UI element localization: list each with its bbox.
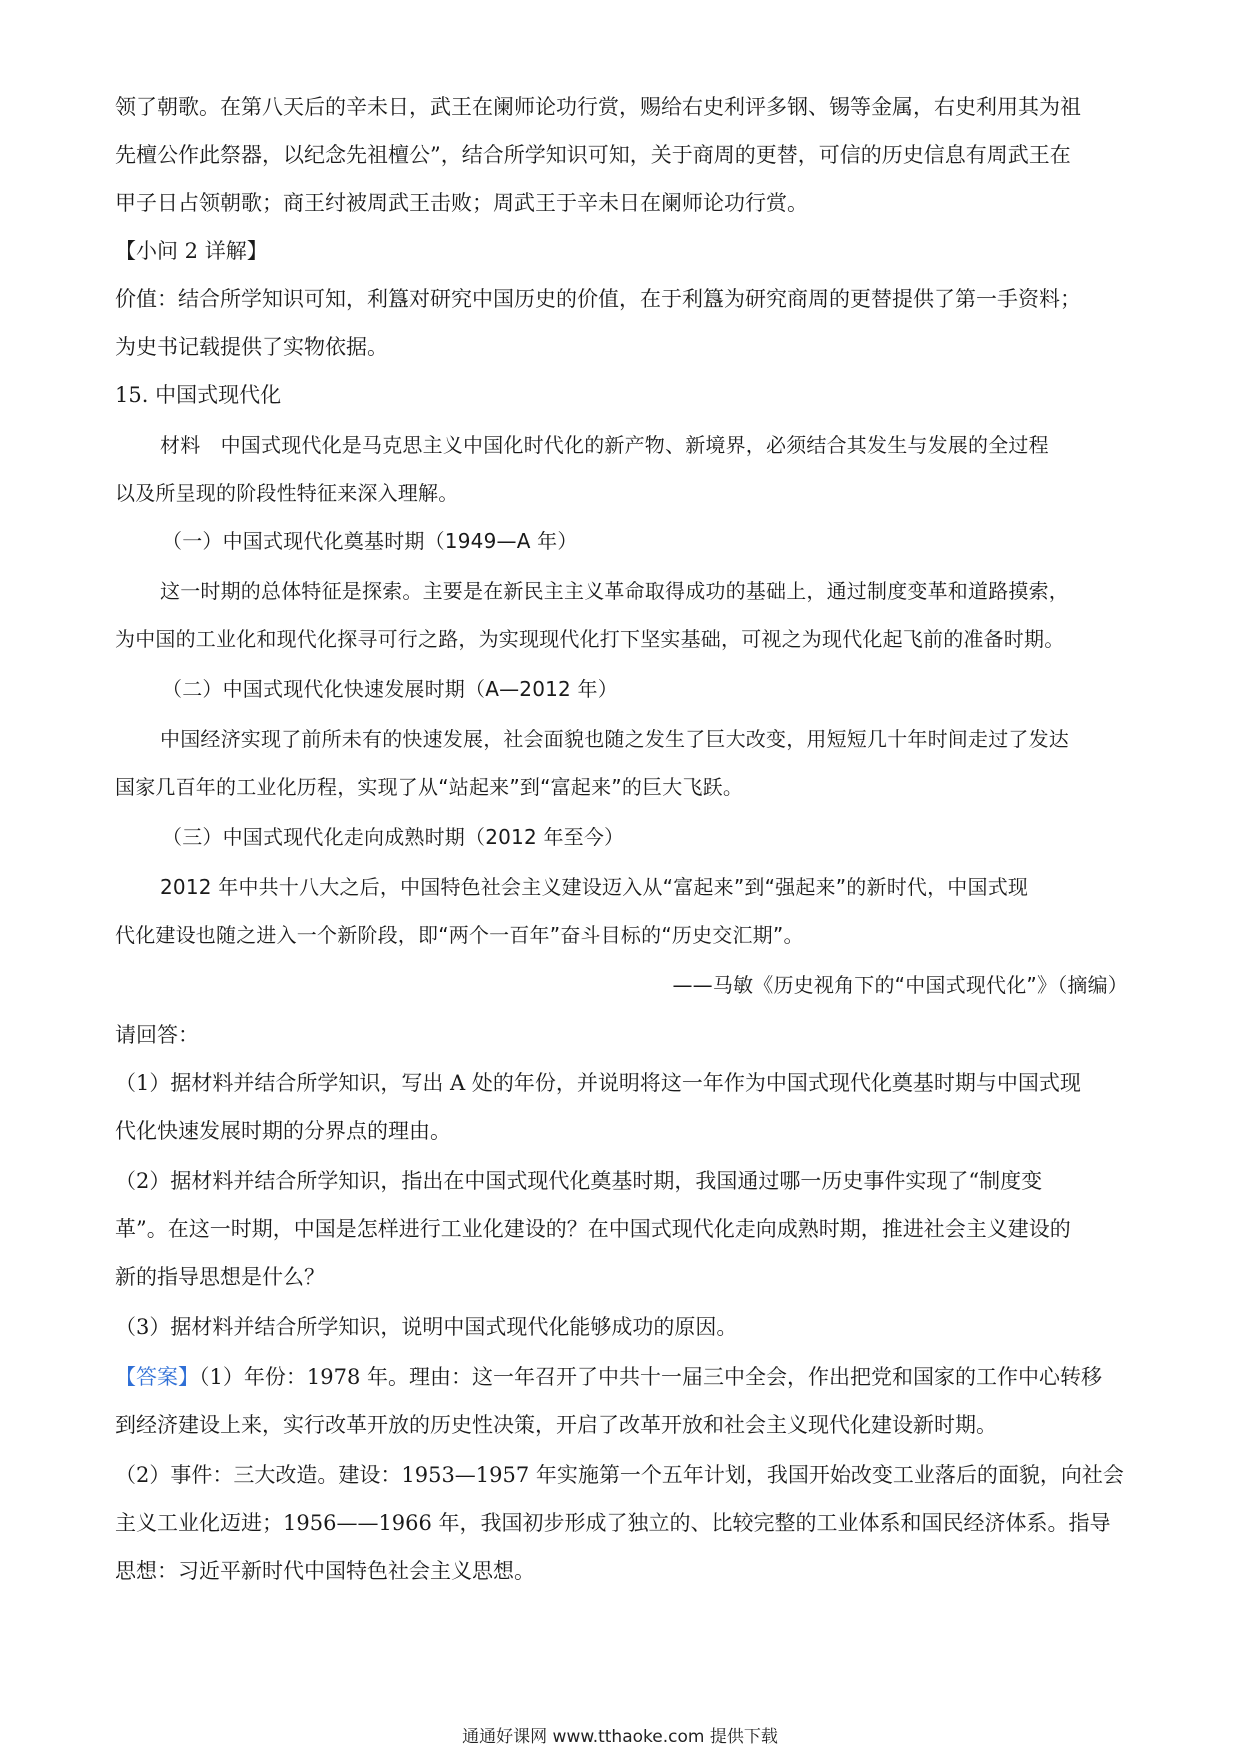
material-text: 2012 年中共十八大之后，中国特色社会主义建设迈入从“富起来”到“强起来”的新时代，中国式现 (160, 875, 1029, 899)
answer-1: 到经济建设上来，实行改革开放的历史性决策，开启了改革开放和社会主义现代化建设新时期。 (115, 1413, 997, 1437)
answer-tag: 【答案】 (115, 1365, 199, 1389)
answer-2: （2）事件：三大改造。建设：1953—1957 年实施第一个五年计划，我国开始改变工业落后的面貌，向社会 (115, 1463, 1124, 1487)
answer-text: （1）年份：1978 年。理由：这一年召开了中共十一届三中全会，作出把党和国家的工作中心转移 (199, 1365, 1102, 1389)
question-prompt: 请回答： (115, 1023, 199, 1047)
question-title: 15. 中国式现代化 (115, 383, 282, 407)
section-heading: 【小问 2 详解】 (115, 239, 268, 263)
material-text: 国家几百年的工业化历程，实现了从“站起来”到“富起来”的巨大飞跃。 (115, 775, 744, 799)
material-text: 中国经济实现了前所未有的快速发展，社会面貌也随之发生了巨大改变，用短短几十年时间走过了发达 (160, 727, 1069, 751)
answer-2: 主义工业化迈进；1956——1966 年，我国初步形成了独立的、比较完整的工业体系和国民经济体系。指导 (115, 1511, 1111, 1535)
question-1: （1）据材料并结合所学知识，写出 A 处的年份，并说明将这一年作为中国式现代化奠基时期与中国式现 (115, 1071, 1081, 1095)
material-text: 为中国的工业化和现代化探寻可行之路，为实现现代化打下坚实基础，可视之为现代化起飞前的准备时期。 (115, 627, 1065, 651)
page-footer: 通通好课网 www.tthaoke.com 提供下载 (462, 1727, 778, 1747)
material-intro: 材料 中国式现代化是马克思主义中国化时代化的新产物、新境界，必须结合其发生与发展的全过程 (160, 433, 1049, 457)
period-title: （二）中国式现代化快速发展时期（A—2012 年） (162, 677, 618, 701)
text-line: 为史书记载提供了实物依据。 (115, 335, 388, 359)
question-2: 新的指导思想是什么？ (115, 1265, 325, 1289)
question-2: 革”。在这一时期，中国是怎样进行工业化建设的？在中国式现代化走向成熟时期，推进社会主义建设的 (115, 1217, 1071, 1241)
material-source: ——马敏《历史视角下的“中国式现代化”》（摘编） (672, 973, 1128, 997)
answer-2: 思想：习近平新时代中国特色社会主义思想。 (115, 1559, 535, 1583)
text-line: 价值：结合所学知识可知，利簋对研究中国历史的价值，在于利簋为研究商周的更替提供了第一手资料； (115, 287, 1081, 311)
text-line: 甲子日占领朝歌；商王纣被周武王击败；周武王于辛未日在阑师论功行赏。 (115, 191, 808, 215)
material-text: 这一时期的总体特征是探索。主要是在新民主主义革命取得成功的基础上，通过制度变革和道路摸索， (160, 579, 1069, 603)
question-3: （3）据材料并结合所学知识，说明中国式现代化能够成功的原因。 (115, 1315, 738, 1339)
text-line: 领了朝歌。在第八天后的辛未日，武王在阑师论功行赏，赐给右史利评多钢、锡等金属，右史利用其为祖 (115, 95, 1081, 119)
material-text: 代化建设也随之进入一个新阶段，即“两个一百年”奋斗目标的“历史交汇期”。 (115, 923, 804, 947)
text-line: 先檀公作此祭器，以纪念先祖檀公”，结合所学知识可知，关于商周的更替，可信的历史信息有周武王在 (115, 143, 1071, 167)
period-title: （三）中国式现代化走向成熟时期（2012 年至今） (162, 825, 625, 849)
period-title: （一）中国式现代化奠基时期（1949—A 年） (162, 529, 578, 553)
question-1: 代化快速发展时期的分界点的理由。 (115, 1119, 451, 1143)
answer-1 (115, 1362, 1125, 1392)
material-intro: 以及所呈现的阶段性特征来深入理解。 (115, 481, 459, 505)
question-2: （2）据材料并结合所学知识，指出在中国式现代化奠基时期，我国通过哪一历史事件实现了“制度变 (115, 1169, 1043, 1193)
